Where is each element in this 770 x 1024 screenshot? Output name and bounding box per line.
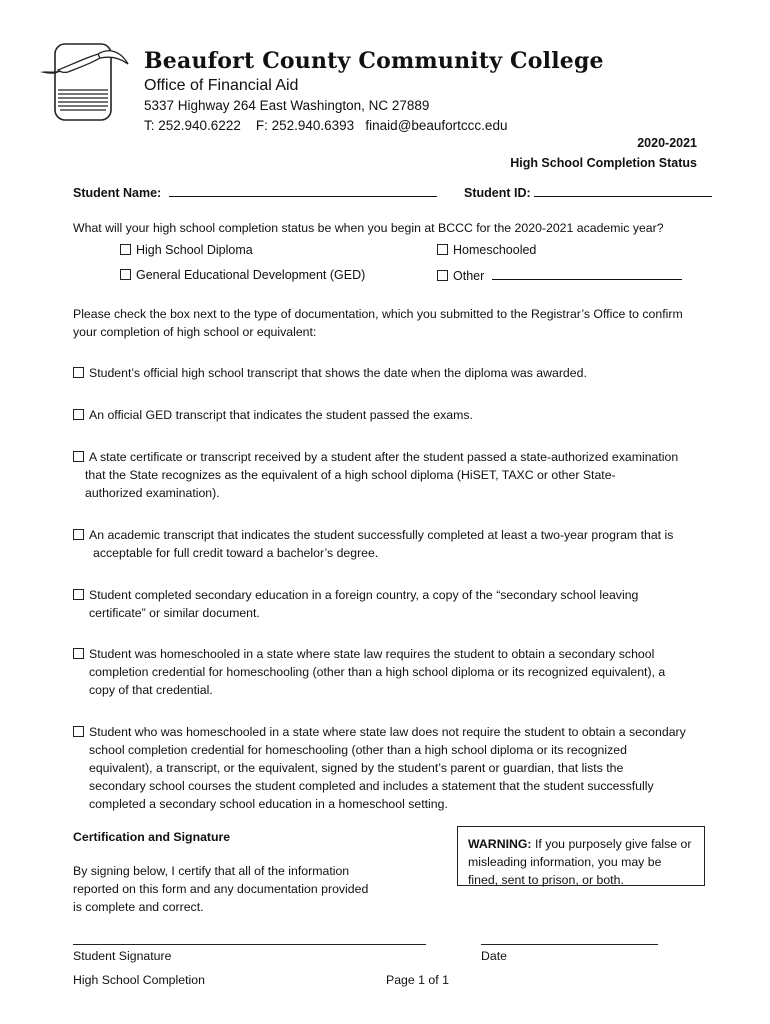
doc-option-text: acceptable for full credit toward a bachelor’s degree. xyxy=(93,546,379,560)
documentation-prompt xyxy=(73,305,683,341)
option-ged-label: General Educational Development (GED) xyxy=(136,268,366,282)
academic-year: 2020-2021 xyxy=(637,136,697,150)
date-line[interactable] xyxy=(481,944,658,945)
page-number: Page 1 of 1 xyxy=(386,973,449,987)
option-homeschooled[interactable] xyxy=(437,243,536,257)
doc-checkbox[interactable] xyxy=(73,589,84,600)
student-info-row xyxy=(73,185,437,200)
student-id-field[interactable] xyxy=(534,185,712,197)
doc-option-text: An official GED transcript that indicates the student passed the exams. xyxy=(89,408,473,422)
checkbox-diploma[interactable] xyxy=(120,244,131,255)
warning-box xyxy=(457,826,705,886)
doc-option[interactable] xyxy=(73,448,723,502)
footer-form-name: High School Completion xyxy=(73,973,205,987)
doc-option-text: copy of that credential. xyxy=(89,683,213,697)
doc-checkbox[interactable] xyxy=(73,529,84,540)
doc-checkbox[interactable] xyxy=(73,451,84,462)
certification-line: By signing below, I certify that all of the information xyxy=(73,864,350,878)
student-id-label: Student ID: xyxy=(464,186,531,200)
doc-option-text: equivalent), a transcript, or the equivalent, signed by the student’s parent or guardian, that lists the xyxy=(89,761,624,775)
student-signature-line[interactable] xyxy=(73,944,426,945)
doc-option-text: Student was homeschooled in a state where state law requires the student to obtain a secondary school xyxy=(89,647,655,661)
option-diploma-label: High School Diploma xyxy=(136,243,253,257)
college-name: Beaufort County Community College xyxy=(144,48,604,74)
warning-text: fined, sent to prison, or both. xyxy=(468,873,624,887)
doc-option[interactable] xyxy=(73,645,723,699)
office-address: 5337 Highway 264 East Washington, NC 27889 xyxy=(144,98,430,113)
doc-checkbox[interactable] xyxy=(73,726,84,737)
warning-label: WARNING: xyxy=(468,837,532,851)
certification-heading: Certification and Signature xyxy=(73,830,231,844)
doc-option-text: authorized examination). xyxy=(85,486,220,500)
doc-option-text: that the State recognizes as the equivalent of a high school diploma (HiSET, TAXC or other State- xyxy=(85,468,616,482)
option-other[interactable] xyxy=(437,268,682,283)
option-ged[interactable] xyxy=(120,268,365,282)
office-name: Office of Financial Aid xyxy=(144,77,299,94)
doc-checkbox[interactable] xyxy=(73,648,84,659)
option-diploma[interactable] xyxy=(120,243,253,257)
other-text-field[interactable] xyxy=(492,268,682,280)
documentation-prompt-line1: Please check the box next to the type of documentation, which you submitted to the Registrar’s Office to confirm xyxy=(73,307,683,321)
status-question: What will your high school completion status be when you begin at BCCC for the 2020-2021 academic year? xyxy=(73,221,664,235)
doc-option[interactable] xyxy=(73,526,723,562)
doc-option-text: Student’s official high school transcript that shows the date when the diploma was awarded. xyxy=(89,366,587,380)
documentation-prompt-line2: your completion of high school or equivalent: xyxy=(73,325,317,339)
doc-option-text: Student who was homeschooled in a state where state law does not require the student to obtain a secondary xyxy=(89,725,686,739)
doc-option-text: secondary school courses the student completed and includes a statement that the student successfully xyxy=(89,779,654,793)
doc-option-text: certificate” or similar document. xyxy=(89,606,260,620)
doc-option-text: school completion credential for homeschooling (other than a high school diploma or its recognized xyxy=(89,743,627,757)
checkbox-ged[interactable] xyxy=(120,269,131,280)
doc-option-text: An academic transcript that indicates the student successfully completed at least a two-year program that is xyxy=(89,528,674,542)
student-signature-label: Student Signature xyxy=(73,949,172,963)
option-homeschooled-label: Homeschooled xyxy=(453,243,537,257)
doc-option-text: Student completed secondary education in a foreign country, a copy of the “secondary school leaving xyxy=(89,588,639,602)
date-label: Date xyxy=(481,949,507,963)
doc-option-text: A state certificate or transcript received by a student after the student passed a state-authorized examination xyxy=(89,450,679,464)
doc-option-text: completion credential for homeschooling (other than a high school diploma or its recognized equivalent), a xyxy=(89,665,666,679)
student-id-row xyxy=(464,185,712,200)
certification-line: is complete and correct. xyxy=(73,900,204,914)
certification-text xyxy=(73,862,368,916)
doc-option[interactable] xyxy=(73,406,713,424)
certification-line: reported on this form and any documentation provided xyxy=(73,882,369,896)
warning-text: If you purposely give false or xyxy=(531,837,692,851)
doc-checkbox[interactable] xyxy=(73,367,84,378)
option-other-label: Other xyxy=(453,269,485,283)
checkbox-homeschooled[interactable] xyxy=(437,244,448,255)
doc-option[interactable] xyxy=(73,364,713,382)
office-contact: T: 252.940.6222 F: 252.940.6393 finaid@beaufortccc.edu xyxy=(144,118,508,133)
student-name-field[interactable] xyxy=(169,185,437,197)
college-logo xyxy=(38,40,130,122)
doc-checkbox[interactable] xyxy=(73,409,84,420)
doc-option[interactable] xyxy=(73,723,723,813)
student-name-label: Student Name: xyxy=(73,186,162,200)
warning-text: misleading information, you may be xyxy=(468,855,662,869)
doc-option-text: completed a secondary school education in a homeschool setting. xyxy=(89,797,448,811)
doc-option[interactable] xyxy=(73,586,723,622)
form-title: High School Completion Status xyxy=(510,156,697,170)
checkbox-other[interactable] xyxy=(437,270,448,281)
